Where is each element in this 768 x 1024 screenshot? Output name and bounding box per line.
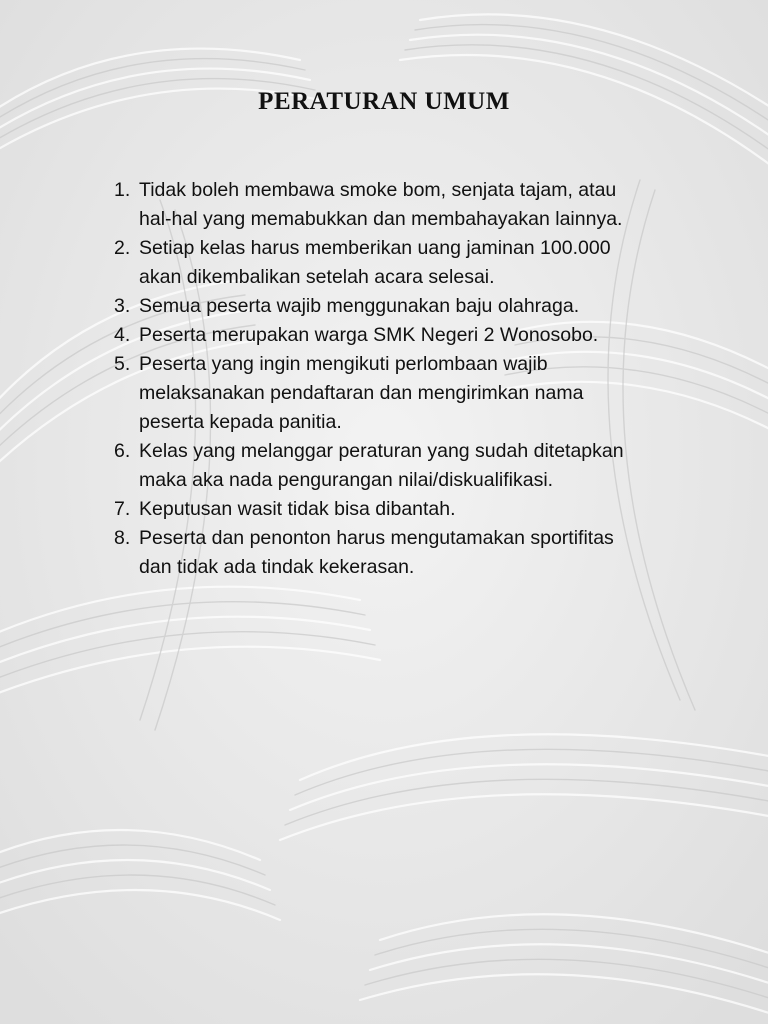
- list-item-text: Peserta dan penonton harus mengutamakan sportifitas: [139, 527, 614, 549]
- list-item-number: 2.: [114, 237, 131, 259]
- list-item: [114, 524, 674, 582]
- list-item-text: akan dikembalikan setelah acara selesai.: [139, 266, 495, 288]
- list-item: [114, 292, 674, 321]
- list-item-text: Peserta yang ingin mengikuti perlombaan wajib: [139, 353, 548, 375]
- rules-list: [114, 176, 674, 582]
- list-item-text: melaksanakan pendaftaran dan mengirimkan nama: [139, 382, 584, 404]
- list-item: [114, 176, 674, 234]
- list-item-text: maka aka nada pengurangan nilai/diskualifikasi.: [139, 469, 554, 491]
- list-item: [114, 350, 674, 437]
- list-item-text: peserta kepada panitia.: [139, 411, 342, 433]
- list-item: [114, 234, 674, 292]
- list-item-number: 1.: [114, 179, 131, 201]
- list-item-number: 5.: [114, 353, 131, 375]
- list-item-number: 7.: [114, 498, 131, 520]
- page-title: PERATURAN UMUM: [258, 88, 510, 115]
- list-item-number: 6.: [114, 440, 131, 462]
- list-item-number: 3.: [114, 295, 131, 317]
- list-item-text: Kelas yang melanggar peraturan yang sudah ditetapkan: [139, 440, 624, 462]
- list-item: [114, 437, 674, 495]
- list-item-text: Semua peserta wajib menggunakan baju olahraga.: [139, 295, 580, 317]
- list-item-text: Keputusan wasit tidak bisa dibantah.: [139, 498, 456, 520]
- list-item-text: Setiap kelas harus memberikan uang jaminan 100.000: [139, 237, 611, 259]
- list-item-text: hal-hal yang memabukkan dan membahayakan lainnya.: [139, 208, 623, 230]
- list-item-text: dan tidak ada tindak kekerasan.: [139, 556, 415, 578]
- list-item: [114, 495, 674, 524]
- list-item: [114, 321, 674, 350]
- list-item-text: Peserta merupakan warga SMK Negeri 2 Wonosobo.: [139, 324, 599, 346]
- list-item-text: Tidak boleh membawa smoke bom, senjata tajam, atau: [139, 179, 617, 201]
- list-item-number: 4.: [114, 324, 131, 346]
- list-item-number: 8.: [114, 527, 131, 549]
